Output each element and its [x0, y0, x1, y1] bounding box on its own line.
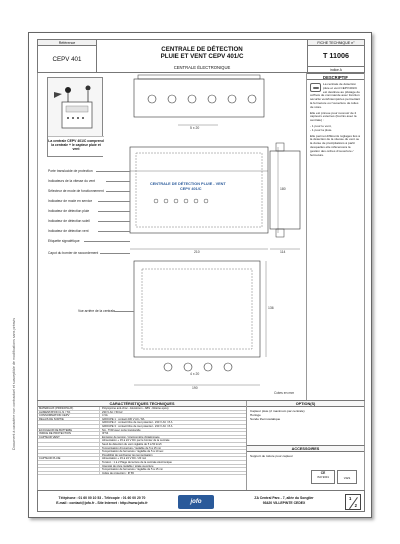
- accessories-panel: [247, 445, 365, 491]
- drawing-area: [37, 73, 307, 400]
- tech-spec-value: IP 54: [102, 432, 109, 435]
- technical-drawing: [38, 73, 308, 400]
- description-paragraph: Elle est prévue pour recevoir de 2 capteurs externes (fournis avec la centrale) :: [310, 110, 357, 123]
- bottom-section: [37, 400, 365, 490]
- tech-spec-value: GROUPE 2 : contact libre de tout potentiel - 230 V AC / 8 A: [102, 421, 173, 424]
- tech-spec-key: ÉCOULEUR DE BATTERIE: [38, 429, 100, 432]
- dim-height: 180: [280, 187, 286, 191]
- side-note: [12, 190, 22, 450]
- callout-line: [106, 181, 130, 182]
- callout-wind-indicator: Indicateur de détection vent: [48, 229, 89, 233]
- options-body: [247, 407, 364, 423]
- accessory-item: Support de toiture pour capteur: [250, 454, 293, 458]
- contact-line: E-mail : contact@jofo.fr - Site Internet : http://www.jofo.fr: [56, 501, 148, 505]
- address-line: ZA Central Parc - 7, allée du Songlier: [254, 496, 314, 500]
- callout-line: [98, 231, 130, 232]
- tech-spec-key: [38, 421, 100, 424]
- certification-badge: [311, 470, 335, 484]
- fiche-box: [307, 39, 365, 73]
- callout-rear-view: Vue arrière de la centrale: [78, 309, 115, 313]
- tech-spec-key: MATÉRIAUX (PRINCIPAUX): [38, 407, 100, 410]
- description-paragraph: La centrale de détection pluie et vent CEPV401/C est destinée au pilotage de coffrets de commande avec fonction sécurité vent/intempéries permettant la fermeture ou l'ouverture de toiles de store.: [310, 82, 361, 109]
- description-panel: [307, 73, 365, 400]
- tech-spec-value: Temporisation de fermeture / réglable de 5 à 10 sec: [102, 450, 164, 453]
- fiche-index: indice A: [330, 68, 342, 72]
- accessories-heading: ACCESSOIRES: [247, 446, 364, 452]
- option-item: Capteur pluie (2 maximum par centrale): [250, 409, 305, 413]
- callout-line: [106, 191, 130, 192]
- side-note-text: Document à caractère non contractuel et susceptible de modifications sans préavis: [12, 317, 16, 450]
- tech-spec-key: [38, 454, 100, 457]
- tech-spec-value: Alimentation + 15 à 24 V DC par le bornier de la centrale: [102, 439, 170, 442]
- tech-specs-heading: CARACTÉRISTIQUES TECHNIQUES: [38, 401, 246, 407]
- tech-specs-rows: [38, 407, 246, 475]
- tech-spec-value: Tension : 1 à 2 Plage de lecture de la centrale électronique: [102, 460, 172, 464]
- tech-spec-key: [38, 468, 100, 471]
- callout-line: [96, 171, 130, 172]
- footer-contact: [42, 496, 162, 506]
- front-panel-label: CENTRALE DE DÉTECTION PLUIE - VENT: [150, 182, 226, 186]
- technical-sheet: [28, 32, 372, 518]
- title-line2: PLUIE ET VENT CEPV 401/C: [160, 53, 244, 60]
- tech-spec-value: NA - TOR avec porte translucide: [102, 428, 141, 432]
- subtitle: CENTRALE ÉLECTRONIQUE: [173, 65, 231, 70]
- tech-spec-key: [38, 425, 100, 428]
- callout-line: [114, 311, 134, 312]
- tech-specs-table: [37, 401, 247, 491]
- tech-spec-row: [38, 472, 246, 476]
- callout-line: [100, 253, 130, 254]
- fiche-number: T 11006: [308, 46, 364, 67]
- tech-spec-key: CAPTEUR PLUIE: [38, 457, 100, 460]
- callout-door: Porte translucide de protection: [48, 169, 93, 173]
- tech-spec-value: 4 VA: [102, 414, 108, 417]
- tech-spec-key: [38, 439, 100, 442]
- tech-spec-value: Seuil de détection du vent réglable de 5 à 50 km/h: [102, 442, 162, 446]
- description-body: [307, 80, 364, 162]
- callout-label-plate: Etiquette signalétique: [48, 239, 80, 243]
- tech-spec-value: Temporisation d'ouverture / réglable de 5 à 15 mn: [102, 446, 162, 450]
- callout-sun-indicator: Indicateur de détection soleil: [48, 219, 90, 223]
- callout-line: [98, 221, 130, 222]
- tech-spec-value: Émission de tension / Anémomètre d'étalonnage: [102, 435, 160, 439]
- options-heading: OPTION(S): [247, 401, 364, 407]
- tech-spec-key: [38, 465, 100, 468]
- tech-spec-key: [38, 447, 100, 450]
- units-note: Cotes en mm: [274, 391, 295, 395]
- callout-line: [84, 241, 130, 242]
- page-number: [345, 494, 361, 510]
- dim-back-height: 136: [268, 306, 274, 310]
- tech-spec-value: Indice de protection : IP 65: [102, 471, 134, 475]
- dim-back-width: 190: [192, 386, 198, 390]
- tech-spec-value: Temporisation de fermeture / réglable de 5 à 15 mn: [102, 468, 163, 471]
- company-logo: jofo: [178, 495, 214, 509]
- description-bullet: - 1 pour le vent,: [310, 123, 332, 128]
- tech-spec-value: Intensité de pluie réglable / totale ouverture: [102, 464, 154, 468]
- description-heading: DESCRIPTIF: [307, 73, 364, 80]
- tech-spec-value: Possibilité de surcharger les temporisation: [102, 453, 153, 457]
- dim-back-holes: 4 x 20: [190, 372, 200, 376]
- tech-spec-key: [38, 443, 100, 446]
- tech-spec-value: Alimentation + 15 à 24 V DC / 20 mA: [102, 457, 146, 460]
- tech-spec-key: RELAIS DE SORTIE: [38, 418, 100, 421]
- header: [37, 39, 365, 73]
- tech-spec-key: CAPTEUR VENT: [38, 436, 100, 439]
- description-bullet: - 1 pour la pluie.: [310, 127, 333, 132]
- callout-line: [98, 201, 130, 202]
- fiche-label: FICHE TECHNIQUE n°: [308, 40, 364, 46]
- address-line: 93420 VILLEPINTE CEDEX: [262, 501, 306, 505]
- reference-value: CEPV 401: [52, 56, 82, 63]
- page-total: 2: [354, 503, 357, 508]
- dim-top: 5 x 20: [190, 126, 200, 130]
- photo-caption: La centrale CEPV 401/C comprend la centrale + le capteur pluie et vent: [48, 136, 104, 156]
- cert-line1: CE: [320, 471, 326, 475]
- callout-line: [98, 211, 130, 212]
- tech-spec-value: GROUPE 1 : contact 230 V AC / 8A: [102, 417, 145, 421]
- description-paragraph: Elle permet différents réglages liés à la détection de la vitesse du vent ou la durée de précipitations à partir desquelles elle référencera la gestion des ordres d'ouverture / fermeture.: [310, 133, 360, 157]
- tech-spec-value: GROUPE 3 : contact libre de tout potentiel - 230 V AC / 8 A: [102, 424, 173, 428]
- tech-spec-value: 230 V AC / 50 Hz: [102, 410, 123, 414]
- footer: [37, 490, 365, 512]
- option-item: Horloge: [250, 413, 261, 417]
- reference-box: [37, 39, 97, 73]
- callout-mode-indicator: Indicateur de mode en service: [48, 199, 93, 203]
- product-icon: [310, 83, 321, 92]
- contact-line: Téléphone : 01 60 00 10 53 - Télécopie : 01 60 00 20 70: [58, 496, 146, 500]
- callout-terminal-cover: Capot du bornier de raccordement: [48, 251, 99, 255]
- options-panel: [247, 401, 365, 445]
- footer-address: [234, 496, 334, 506]
- tech-spec-key: [38, 472, 100, 475]
- page-current: 1: [349, 496, 352, 501]
- title-box: [97, 39, 307, 73]
- front-panel-model: CEPV 401/C: [180, 187, 202, 191]
- tech-spec-value: Polystyrène anti-choc - Aluminium - ABS - Résine epoxy: [102, 407, 169, 410]
- callout-rain-indicator: Indicateur de détection pluie: [48, 209, 90, 213]
- certification-badge-2: V.ES: [337, 470, 357, 484]
- callout-wind-speed: Indicateurs de la vitesse du vent: [48, 179, 96, 183]
- title-line1: CENTRALE DE DÉTECTION: [161, 46, 243, 53]
- tech-spec-key: INDICE DE PROTECTION: [38, 432, 100, 435]
- tech-spec-key: ALIMENTATION (L N / Tri): [38, 411, 100, 414]
- dim-side: 114: [280, 250, 286, 254]
- tech-spec-key: [38, 450, 100, 453]
- tech-spec-key: CONSOMMATION CEPV: [38, 414, 100, 417]
- callout-mode-selector: Sélecteur de mode de fonctionnement: [48, 189, 104, 193]
- cert-line2: ISO 9001: [317, 475, 329, 479]
- option-item: Sonde thermostatique: [250, 417, 281, 421]
- dim-width: 210: [194, 250, 200, 254]
- tech-spec-key: [38, 461, 100, 464]
- reference-label: Référence: [38, 40, 96, 46]
- accessories-body: [247, 452, 364, 460]
